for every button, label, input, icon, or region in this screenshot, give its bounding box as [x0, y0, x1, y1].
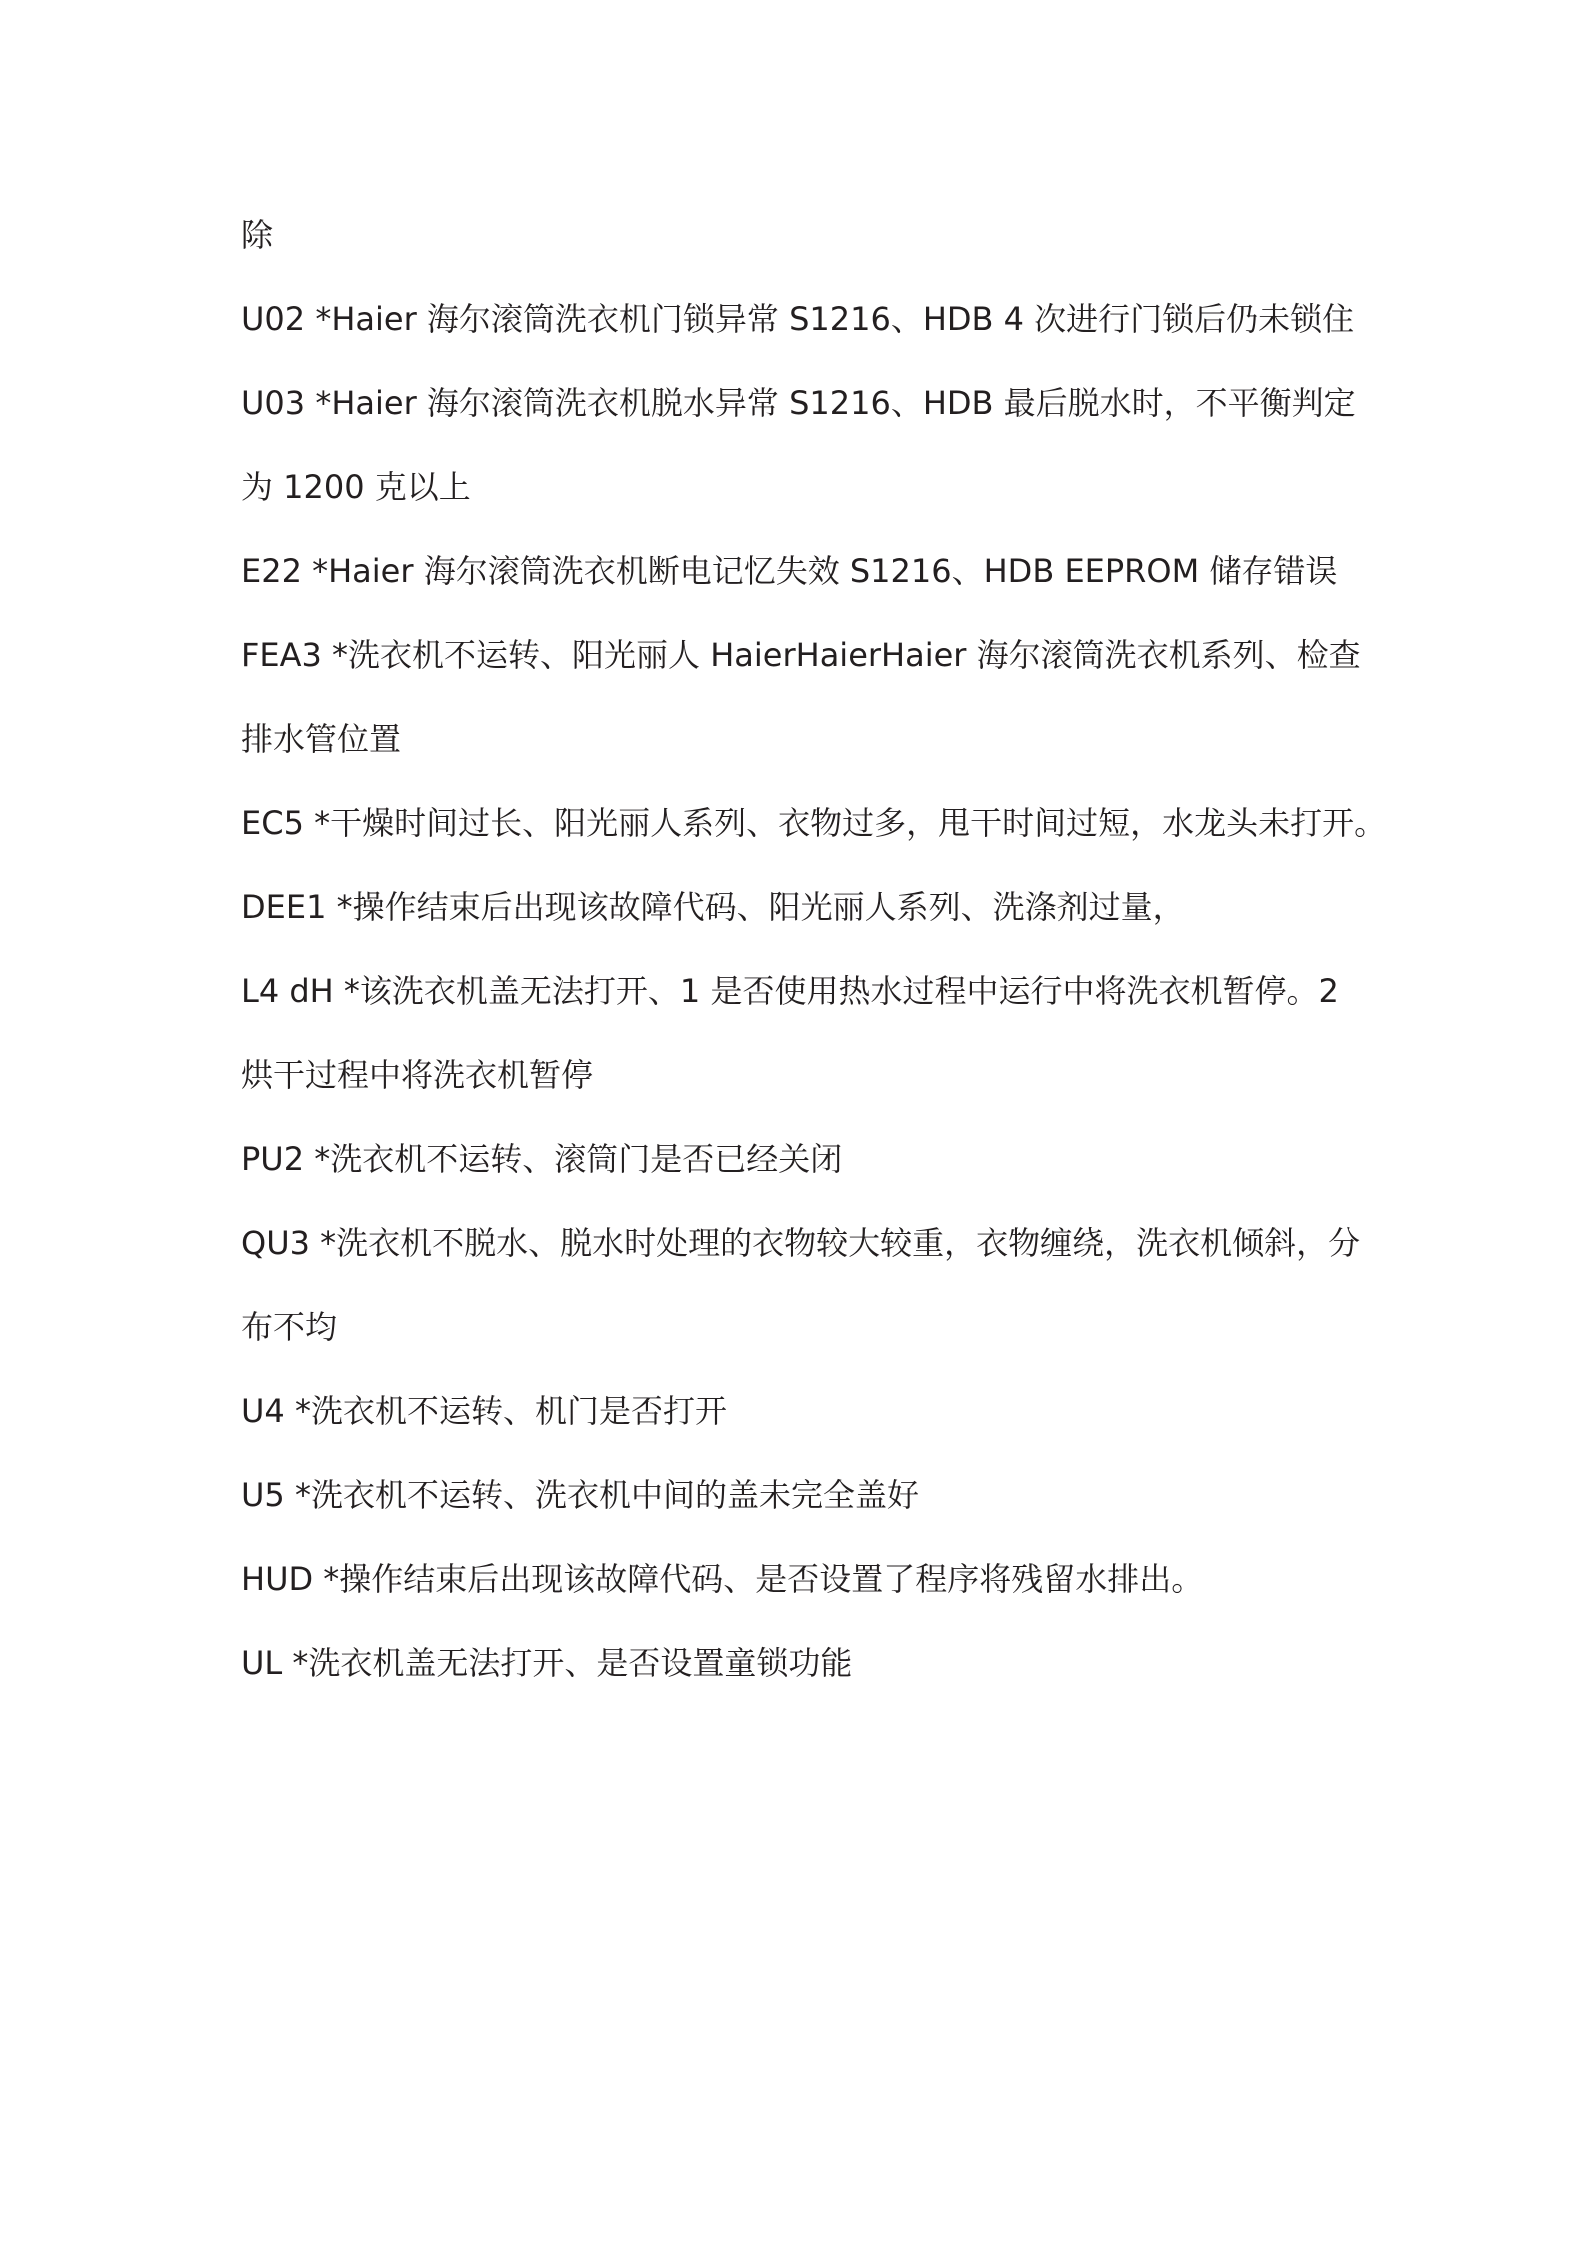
text-line-ec5: EC5 *干燥时间过长、阳光丽人系列、衣物过多，甩干时间过短，水龙头未打开。: [241, 804, 1387, 842]
document-body: [241, 206, 1387, 1718]
text-line-hud: HUD *操作结束后出现该故障代码、是否设置了程序将残留水排出。: [241, 1560, 1204, 1598]
text-line-l4dh-cont: 烘干过程中将洗衣机暂停: [241, 1056, 594, 1094]
text-line-qu3: QU3 *洗衣机不脱水、脱水时处理的衣物较大较重，衣物缠绕，洗衣机倾斜，分: [241, 1224, 1361, 1262]
text-line-u03: U03 *Haier 海尔滚筒洗衣机脱水异常 S1216、HDB 最后脱水时，不平衡判定: [241, 384, 1356, 422]
text-line-qu3-cont: 布不均: [241, 1308, 338, 1346]
text-line-ul: UL *洗衣机盖无法打开、是否设置童锁功能: [241, 1644, 853, 1682]
text-line-l4dh: L4 dH *该洗衣机盖无法打开、1 是否使用热水过程中运行中将洗衣机暂停。2: [241, 972, 1339, 1010]
text-line-pu2: PU2 *洗衣机不运转、滚筒门是否已经关闭: [241, 1140, 843, 1178]
text-line-u5: U5 *洗衣机不运转、洗衣机中间的盖未完全盖好: [241, 1476, 919, 1514]
text-line-u02: U02 *Haier 海尔滚筒洗衣机门锁异常 S1216、HDB 4 次进行门锁后仍未锁住: [241, 300, 1355, 338]
text-line-u03-cont: 为 1200 克以上: [241, 468, 471, 506]
text-line-dee1: DEE1 *操作结束后出现该故障代码、阳光丽人系列、洗涤剂过量，: [241, 888, 1185, 926]
text-line-u4: U4 *洗衣机不运转、机门是否打开: [241, 1392, 727, 1430]
text-line-fea3-cont: 排水管位置: [241, 720, 402, 758]
text-line-fea3: FEA3 *洗衣机不运转、阳光丽人 HaierHaierHaier 海尔滚筒洗衣机系列、检查: [241, 636, 1361, 674]
text-line-continuation: 除: [241, 216, 274, 254]
text-line-e22: E22 *Haier 海尔滚筒洗衣机断电记忆失效 S1216、HDB EEPROM 储存错误: [241, 552, 1338, 590]
